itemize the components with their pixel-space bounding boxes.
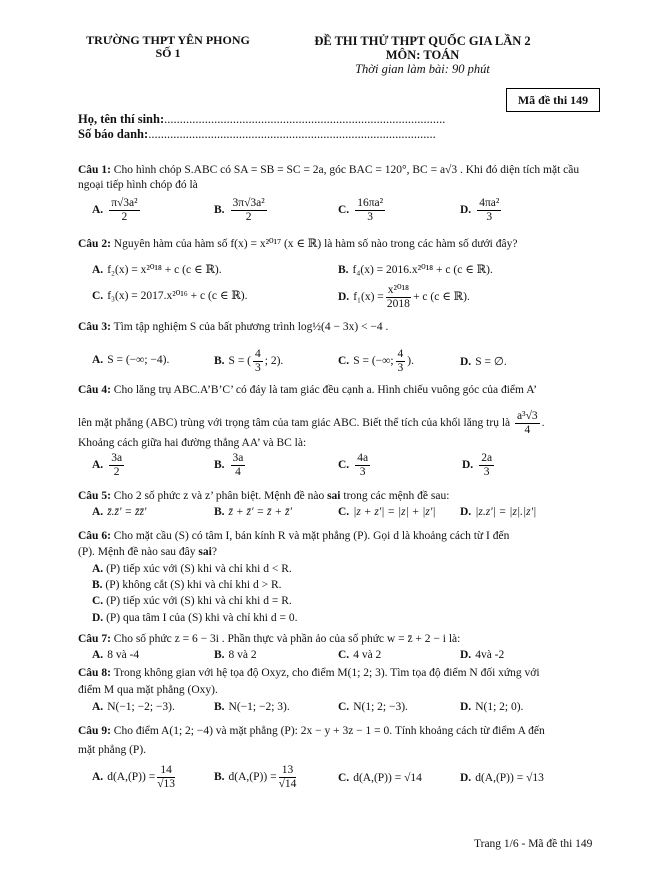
question-4-line3 xyxy=(78,436,600,451)
question-8-options xyxy=(92,701,602,721)
option-d: D. (P) qua tâm I của (S) khi và chỉ khi d = 0. xyxy=(92,612,298,624)
question-text: Nguyên hàm của hàm số f(x) = x²⁰¹⁷ (x ∈ ℝ) là hàm số nào trong các hàm số dưới đây? xyxy=(113,238,518,250)
question-text-line1: Cho mặt cầu (S) có tâm I, bán kính R và mặt phẳng (P). Gọi d là khoảng cách từ I đến xyxy=(113,530,510,542)
question-5-options xyxy=(92,506,602,526)
question-9-line2 xyxy=(78,743,600,758)
question-9-options xyxy=(92,764,602,790)
question-9 xyxy=(78,724,600,739)
question-label: Câu 5: xyxy=(78,490,111,502)
option-c: C. $\frac{4a}{3}$ xyxy=(338,452,369,478)
question-text-line2: lên mặt phẳng (ABC) trùng với trọng tâm của tam giác ABC. Biết thể tích của khối lăng trụ là xyxy=(78,417,511,430)
question-8-line2 xyxy=(78,683,600,698)
candidate-id-dots: ............................................................................................ xyxy=(148,127,436,141)
option-a: A. (P) tiếp xúc với (S) khi và chỉ khi d < R. xyxy=(92,563,292,575)
option-b: B. $\frac{\text{3π√3a²}}{2}$ xyxy=(214,197,265,223)
candidate-id-label: Số báo danh: xyxy=(78,127,149,141)
question-text-line2: điểm M qua mặt phẳng (Oxy). xyxy=(78,684,218,696)
option-a: A. $\frac{3a}{2}$ xyxy=(92,452,123,478)
option-c: C. N(1; 2; −3). xyxy=(338,701,408,713)
candidate-name-label: Họ, tên thí sinh: xyxy=(78,112,165,126)
option-b: B. z̄ + z̄' = z̄ + z̄' xyxy=(214,506,292,518)
exam-header xyxy=(300,34,545,76)
candidate-id-row xyxy=(78,127,436,142)
question-text: Cho hình chóp S.ABC có SA = SB = SC = 2a, góc BAC = 120°, BC = a√3 . Khi đó diện tích mặt cầu ngoại tiếp hình chóp đó là xyxy=(78,164,580,191)
question-3 xyxy=(78,320,600,335)
exam-code-box: Mã đề thi 149 xyxy=(506,88,600,112)
school-name: TRƯỜNG THPT YÊN PHONG xyxy=(86,33,250,47)
option-a: A. z̄.z̄' = z̄z̄' xyxy=(92,506,147,518)
option-c: C. d(A,(P)) = √14 xyxy=(338,772,422,784)
option-b: B. d(A,(P)) = $\frac{13}{√14}$ xyxy=(214,764,297,790)
option-a: A. 8 và -4 xyxy=(92,649,140,661)
question-label: Câu 2: xyxy=(78,238,111,250)
option-b: B. S = ( $\frac{4}{3}$ ; 2). xyxy=(214,348,284,374)
exam-time: Thời gian làm bài: 90 phút xyxy=(355,62,490,76)
question-text-line1: Trong không gian với hệ tọa độ Oxyz, cho điểm M(1; 2; 3). Tìm tọa độ điểm N đối xứng với xyxy=(113,667,540,679)
question-8 xyxy=(78,666,600,681)
question-label: Câu 7: xyxy=(78,633,111,645)
question-6 xyxy=(78,529,600,544)
option-d: D. d(A,(P)) = √13 xyxy=(460,772,544,784)
question-text: Cho số phức z = 6 − 3i . Phần thực và phần ảo của số phức w = z̄ + 2 − i là: xyxy=(113,633,461,645)
option-d: D. |z.z'| = |z|.|z'| xyxy=(460,506,537,518)
keyword-sai: sai xyxy=(198,546,212,558)
option-d: D. S = ∅. xyxy=(460,356,507,368)
question-3-options xyxy=(92,348,602,374)
option-b: B. f₄(x) = 2016.x²⁰¹⁸ + c (c ∈ ℝ). xyxy=(338,264,493,276)
question-label: Câu 4: xyxy=(78,384,111,396)
exam-subject: MÔN: TOÁN xyxy=(385,48,460,62)
volume-fraction: $\frac{\text{a³√3}}{4}$ xyxy=(517,410,538,436)
question-label: Câu 8: xyxy=(78,667,111,679)
option-d: D. $\frac{\text{4πa²}}{3}$ xyxy=(460,197,500,223)
question-label: Câu 9: xyxy=(78,725,111,737)
option-b: B. (P) không cắt (S) khi và chỉ khi d > R. xyxy=(92,579,282,591)
page-footer: Trang 1/6 - Mã đề thi 149 xyxy=(474,838,593,850)
keyword-sai: sai xyxy=(327,490,341,502)
option-b: B. N(−1; −2; 3). xyxy=(214,701,290,713)
question-1 xyxy=(78,163,600,193)
option-a: A. $\frac{\text{π√3a²}}{2}$ xyxy=(92,197,138,223)
question-5: Câu 5: Cho 2 số phức z và z’ phân biệt. Mệnh đề nào sai trong các mệnh đề sau: xyxy=(78,490,450,502)
option-d: D. f₁(x) = $\frac{\text{x²⁰¹⁸}}{2018}$ + c (c ∈ ℝ). xyxy=(338,284,470,310)
option-c: C. |z + z'| = |z| + |z'| xyxy=(338,506,436,518)
option-a: A. N(−1; −2; −3). xyxy=(92,701,175,713)
option-d: D. 4và -2 xyxy=(460,649,505,661)
question-label: Câu 1: xyxy=(78,164,111,176)
option-c: C. $\frac{\text{16πa²}}{3}$ xyxy=(338,197,384,223)
question-text-line1: Cho điểm A(1; 2; −4) và mặt phẳng (P): 2x − y + 3z − 1 = 0. Tính khoảng cách từ điểm A đến xyxy=(113,725,545,737)
question-4-line2: lên mặt phẳng (ABC) trùng với trọng tâm của tam giác ABC. Biết thể tích của khối lăng trụ là $\frac{\text{a³√3}}{4}$ . xyxy=(78,410,545,436)
option-c: C. (P) tiếp xúc với (S) khi và chỉ khi d = R. xyxy=(92,595,292,607)
question-label: Câu 6: xyxy=(78,530,111,542)
question-7 xyxy=(78,632,600,647)
question-text-line1: Cho lăng trụ ABC.A’B’C’ có đáy là tam giác đều cạnh a. Hình chiếu vuông góc của điểm A’ xyxy=(113,384,538,396)
option-a: A. d(A,(P)) = $\frac{14}{√13}$ xyxy=(92,764,176,790)
question-text-line3: Khoảng cách giữa hai đường thẳng AA’ và BC là: xyxy=(78,437,307,449)
school-header xyxy=(78,34,258,60)
question-text: Tìm tập nghiệm S của bất phương trình log½(4 − 3x) < −4 . xyxy=(113,321,389,333)
exam-title: ĐỀ THI THỬ THPT QUỐC GIA LẦN 2 xyxy=(314,34,531,48)
question-2 xyxy=(78,237,600,252)
question-2-options-row2 xyxy=(92,284,602,310)
school-number: SỐ 1 xyxy=(155,46,181,60)
option-d: D. N(1; 2; 0). xyxy=(460,701,524,713)
option-c: C. f₃(x) = 2017.x²⁰¹⁶ + c (c ∈ ℝ). xyxy=(92,290,248,302)
question-text-line2: mặt phẳng (P). xyxy=(78,744,147,756)
option-d: D. $\frac{2a}{3}$ xyxy=(462,452,493,478)
option-c: C. 4 và 2 xyxy=(338,649,382,661)
option-a: A. f₂(x) = x²⁰¹⁸ + c (c ∈ ℝ). xyxy=(92,264,222,276)
question-4 xyxy=(78,383,600,398)
question-label: Câu 3: xyxy=(78,321,111,333)
option-a: A. S = (−∞; −4). xyxy=(92,354,170,366)
option-c: C. S = (−∞; $\frac{4}{3}$ ). xyxy=(338,348,414,374)
question-6-line2: (P). Mệnh đề nào sau đây sai? xyxy=(78,546,217,558)
question-2-options-row1 xyxy=(92,262,602,282)
candidate-name-row xyxy=(78,112,445,127)
question-4-options xyxy=(92,452,602,478)
option-b: B. $\frac{3a}{4}$ xyxy=(214,452,244,478)
candidate-name-dots: .......................................................................................... xyxy=(164,112,446,126)
option-b: B. 8 và 2 xyxy=(214,649,257,661)
question-1-options xyxy=(92,197,602,223)
